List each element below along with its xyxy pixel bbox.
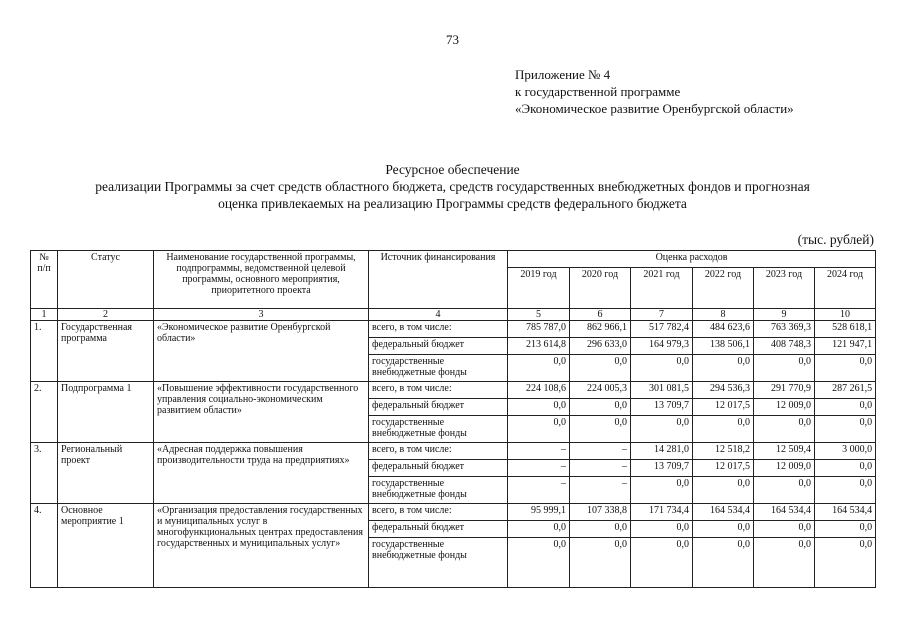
appendix-line-3: «Экономическое развитие Оренбургской области» (515, 101, 794, 116)
row-source: государственные внебюджетные фонды (369, 538, 508, 588)
row-value: 14 281,0 (631, 443, 693, 460)
row-value: 0,0 (754, 416, 815, 443)
row-source: государственные внебюджетные фонды (369, 477, 508, 504)
title-line-3: оценка привлекаемых на реализацию Программы средств федерального бюджета (218, 196, 687, 211)
row-value: 0,0 (693, 521, 754, 538)
row-status: Основное мероприятие 1 (58, 504, 154, 588)
row-num: 2. (31, 382, 58, 443)
row-value: 528 618,1 (815, 321, 876, 338)
row-value: 164 534,4 (754, 504, 815, 521)
row-value: – (570, 460, 631, 477)
row-value: – (508, 460, 570, 477)
row-source: всего, в том числе: (369, 504, 508, 521)
appendix-line-1: Приложение № 4 (515, 67, 611, 82)
budget-table (30, 250, 876, 588)
units-label: (тыс. рублей) (797, 232, 874, 247)
header-year: 2020 год (570, 268, 631, 309)
row-name: «Адресная поддержка повышения производительности труда на предприятиях» (154, 443, 369, 504)
column-number: 8 (693, 309, 754, 321)
row-value: 0,0 (754, 477, 815, 504)
row-value: 3 000,0 (815, 443, 876, 460)
table-row (31, 321, 876, 338)
row-num: 1. (31, 321, 58, 382)
row-value: 0,0 (570, 521, 631, 538)
column-number: 1 (31, 309, 58, 321)
row-value: 0,0 (570, 416, 631, 443)
row-value: 785 787,0 (508, 321, 570, 338)
row-source: всего, в том числе: (369, 443, 508, 460)
header-year: 2024 год (815, 268, 876, 309)
row-value: 0,0 (508, 416, 570, 443)
header-year: 2023 год (754, 268, 815, 309)
row-value: 294 536,3 (693, 382, 754, 399)
row-value: 138 506,1 (693, 338, 754, 355)
row-value: – (570, 477, 631, 504)
row-value: 171 734,4 (631, 504, 693, 521)
row-value: 213 614,8 (508, 338, 570, 355)
row-value: 296 633,0 (570, 338, 631, 355)
row-value: 12 009,0 (754, 460, 815, 477)
column-number: 7 (631, 309, 693, 321)
row-value: 95 999,1 (508, 504, 570, 521)
header-source: Источник финансирования (369, 251, 508, 309)
row-source: федеральный бюджет (369, 460, 508, 477)
title-line-1: Ресурсное обеспечение (385, 162, 520, 177)
row-value: 13 709,7 (631, 460, 693, 477)
row-num: 3. (31, 443, 58, 504)
row-value: 12 009,0 (754, 399, 815, 416)
row-value: 12 518,2 (693, 443, 754, 460)
row-value: – (508, 443, 570, 460)
row-value: 484 623,6 (693, 321, 754, 338)
row-value: 13 709,7 (631, 399, 693, 416)
row-value: 0,0 (815, 460, 876, 477)
table-row (31, 443, 876, 460)
row-source: федеральный бюджет (369, 338, 508, 355)
row-name: «Повышение эффективности государственного управления социально-экономическим развитием области» (154, 382, 369, 443)
row-value: 0,0 (631, 416, 693, 443)
column-number: 4 (369, 309, 508, 321)
column-number: 2 (58, 309, 154, 321)
row-status: Региональный проект (58, 443, 154, 504)
row-value: 0,0 (631, 477, 693, 504)
row-value: 0,0 (815, 477, 876, 504)
column-number: 6 (570, 309, 631, 321)
row-value: 0,0 (631, 521, 693, 538)
row-value: 0,0 (693, 416, 754, 443)
row-value: 0,0 (570, 399, 631, 416)
column-number: 5 (508, 309, 570, 321)
column-number: 3 (154, 309, 369, 321)
row-value: 164 979,3 (631, 338, 693, 355)
column-number: 9 (754, 309, 815, 321)
row-value: 0,0 (570, 355, 631, 382)
row-value: 0,0 (815, 355, 876, 382)
row-value: 224 005,3 (570, 382, 631, 399)
header-name: Наименование государственной программы, подпрограммы, ведомственной целевой программы, основного мероприятия, приоритетного проекта (154, 251, 369, 309)
row-value: 0,0 (631, 538, 693, 588)
row-value: 12 017,5 (693, 399, 754, 416)
header-num: № п/п (31, 251, 58, 309)
title-line-2: реализации Программы за счет средств областного бюджета, средств государственных внебюджетных фондов и прогнозная (95, 179, 810, 194)
table-row (31, 504, 876, 521)
row-source: федеральный бюджет (369, 399, 508, 416)
row-value: 0,0 (815, 399, 876, 416)
row-value: 0,0 (754, 521, 815, 538)
row-value: 291 770,9 (754, 382, 815, 399)
row-value: 517 782,4 (631, 321, 693, 338)
row-name: «Организация предоставления государственных и муниципальных услуг в многофункциональных центрах предоставления государственных и муниципальных услуг» (154, 504, 369, 588)
appendix-note (515, 66, 794, 117)
row-value: 0,0 (631, 355, 693, 382)
row-value: 0,0 (815, 416, 876, 443)
header-status: Статус (58, 251, 154, 309)
row-value: 107 338,8 (570, 504, 631, 521)
row-value: 862 966,1 (570, 321, 631, 338)
row-value: 0,0 (693, 477, 754, 504)
row-value: – (508, 477, 570, 504)
row-value: 0,0 (754, 355, 815, 382)
row-status: Государственная программа (58, 321, 154, 382)
row-value: 287 261,5 (815, 382, 876, 399)
row-value: 0,0 (693, 538, 754, 588)
row-value: 164 534,4 (815, 504, 876, 521)
row-value: – (570, 443, 631, 460)
header-estimate: Оценка расходов (508, 251, 876, 268)
row-value: 0,0 (815, 521, 876, 538)
row-source: всего, в том числе: (369, 321, 508, 338)
row-status: Подпрограмма 1 (58, 382, 154, 443)
row-value: 408 748,3 (754, 338, 815, 355)
table-row (31, 382, 876, 399)
header-year: 2022 год (693, 268, 754, 309)
row-num: 4. (31, 504, 58, 588)
column-number: 10 (815, 309, 876, 321)
row-value: 12 509,4 (754, 443, 815, 460)
header-year: 2019 год (508, 268, 570, 309)
row-source: государственные внебюджетные фонды (369, 355, 508, 382)
row-value: 224 108,6 (508, 382, 570, 399)
page-number: 73 (446, 32, 459, 47)
row-name: «Экономическое развитие Оренбургской области» (154, 321, 369, 382)
row-value: 301 081,5 (631, 382, 693, 399)
row-value: 0,0 (508, 538, 570, 588)
header-year: 2021 год (631, 268, 693, 309)
row-value: 164 534,4 (693, 504, 754, 521)
row-source: государственные внебюджетные фонды (369, 416, 508, 443)
row-value: 0,0 (754, 538, 815, 588)
row-source: федеральный бюджет (369, 521, 508, 538)
row-value: 0,0 (570, 538, 631, 588)
row-value: 0,0 (508, 399, 570, 416)
row-value: 0,0 (815, 538, 876, 588)
row-value: 0,0 (508, 521, 570, 538)
row-value: 0,0 (693, 355, 754, 382)
row-value: 0,0 (508, 355, 570, 382)
row-value: 763 369,3 (754, 321, 815, 338)
appendix-line-2: к государственной программе (515, 84, 681, 99)
document-title (0, 161, 905, 212)
row-value: 121 947,1 (815, 338, 876, 355)
row-value: 12 017,5 (693, 460, 754, 477)
row-source: всего, в том числе: (369, 382, 508, 399)
